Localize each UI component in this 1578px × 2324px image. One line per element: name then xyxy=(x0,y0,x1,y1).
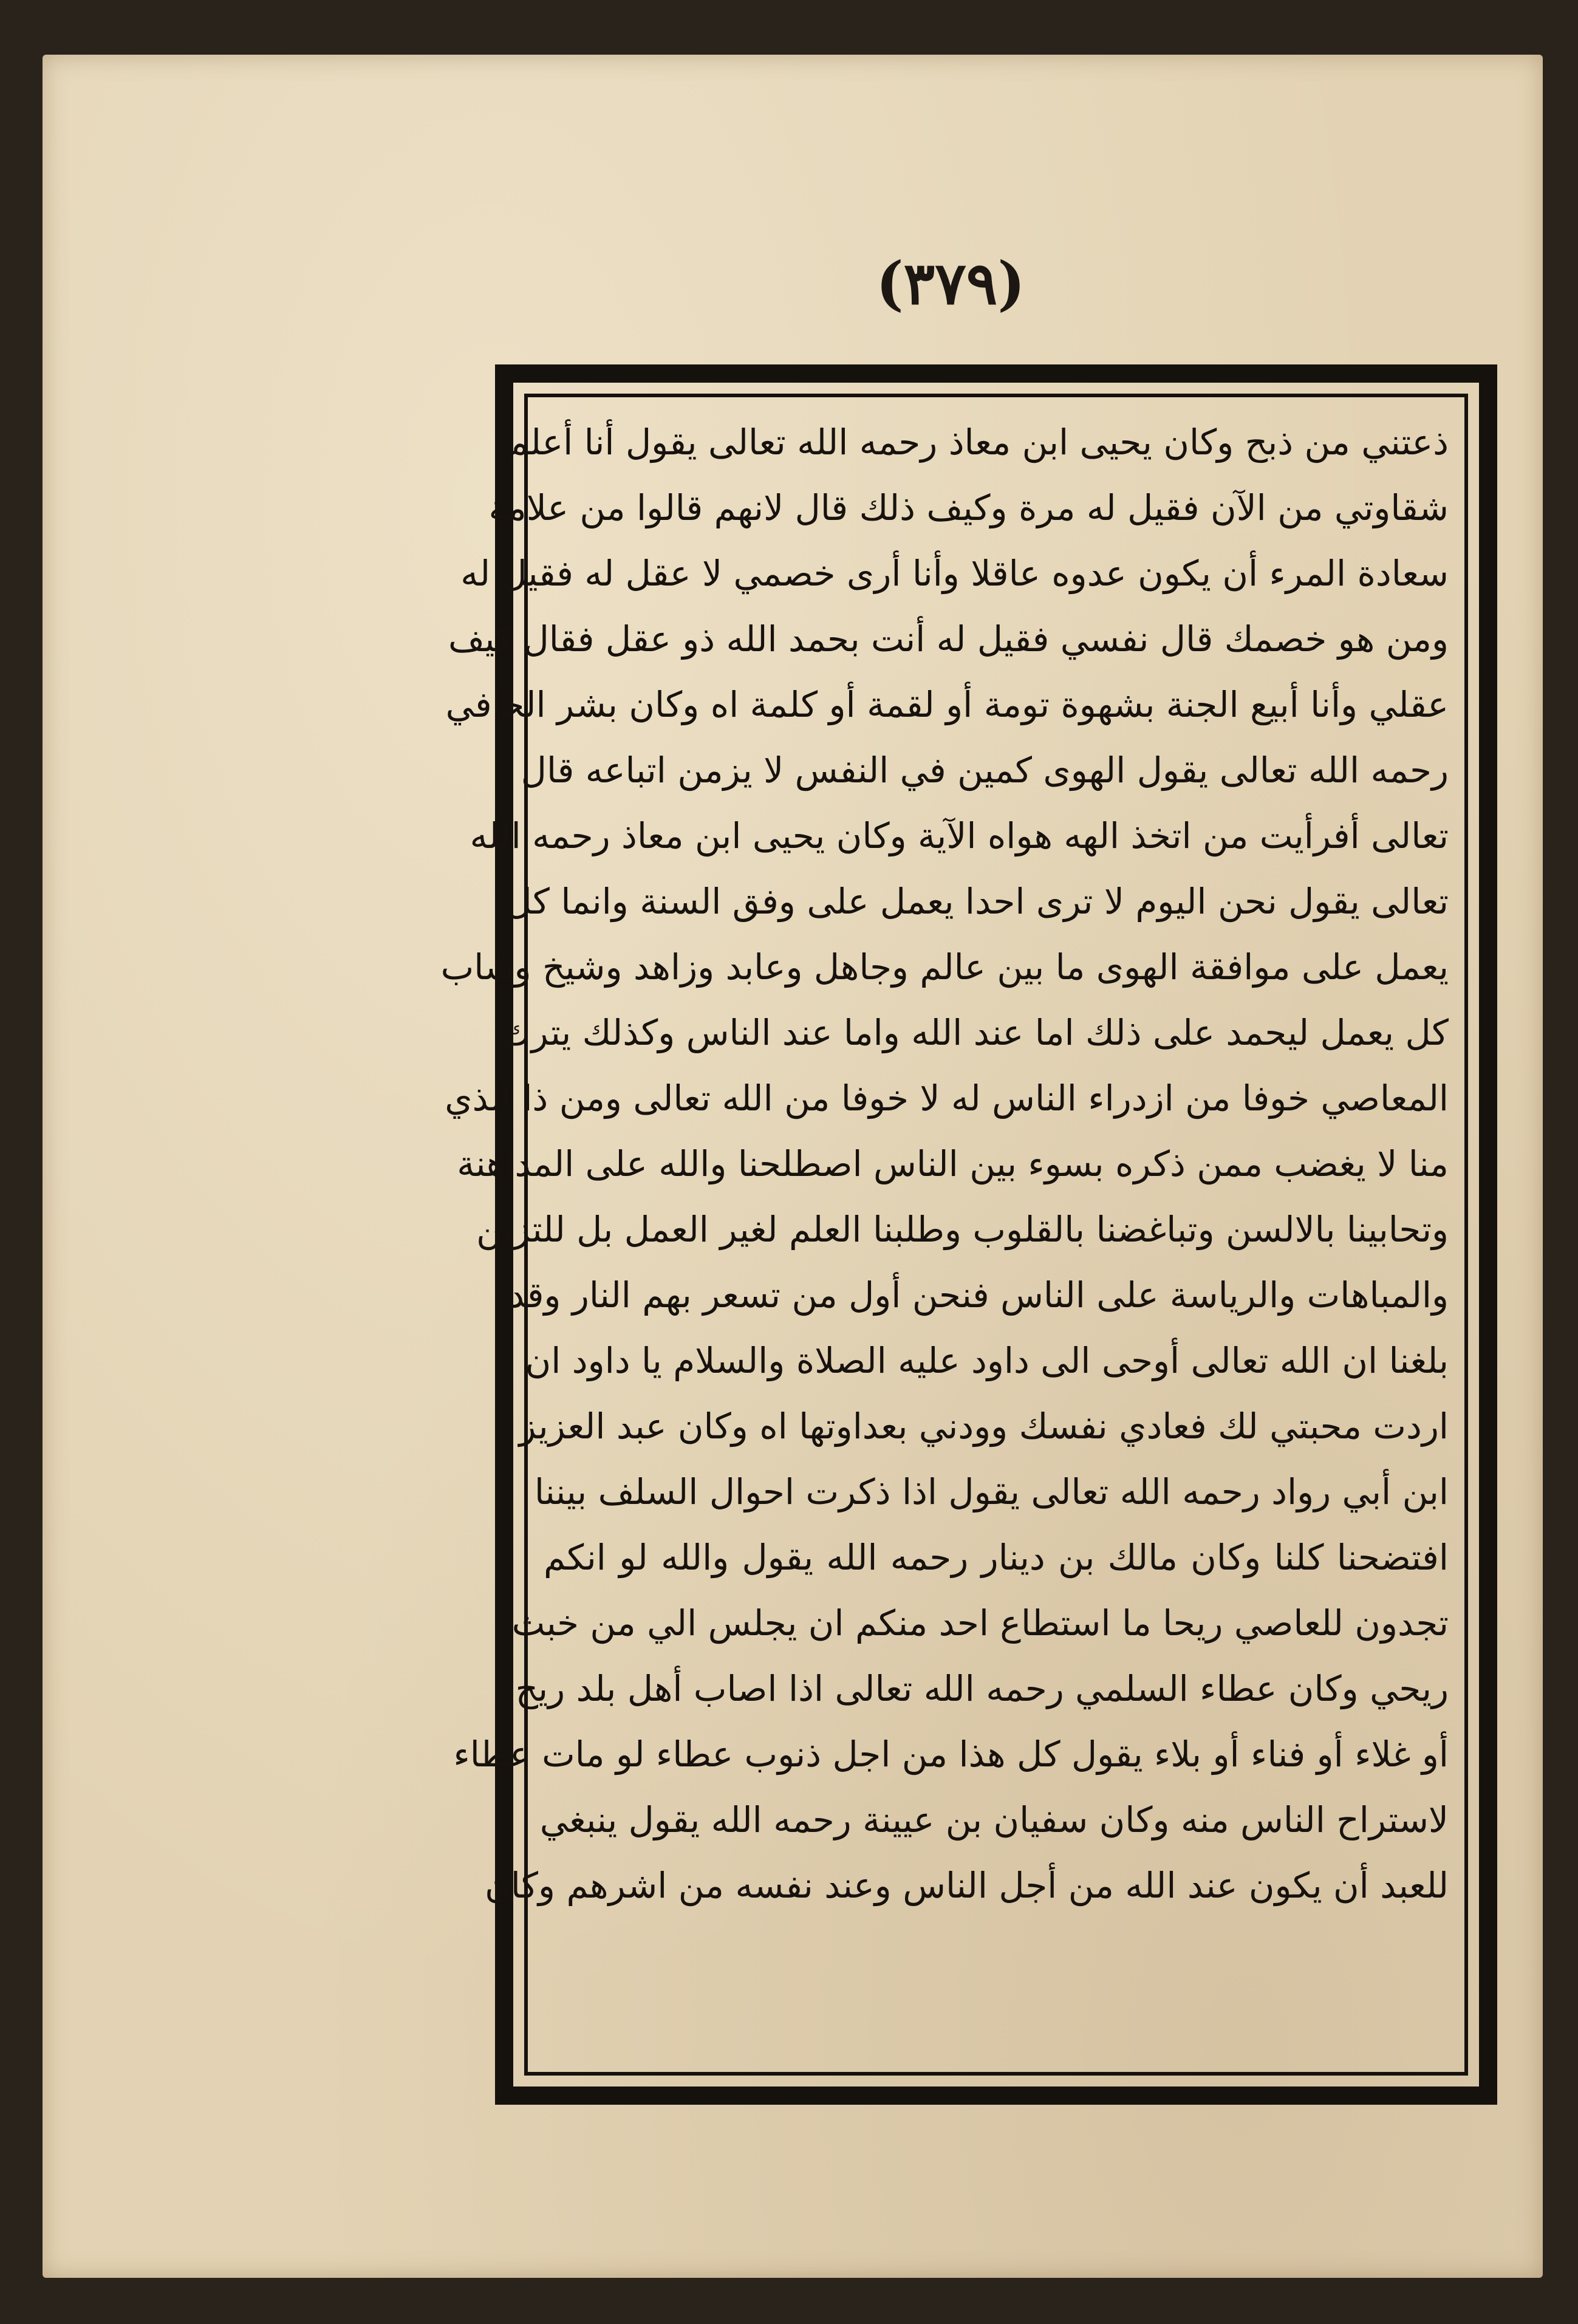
text-line-23: للعبد أن يكون عند الله من أجل الناس وعند نفسه من اشرهم وكان xyxy=(485,1865,1449,1906)
page-number: (٣٧٩) xyxy=(876,249,1025,318)
text-line-4: ومن هو خصمك قال نفسي فقيل له أنت بحمد الله ذو عقل فقال كيف xyxy=(448,618,1449,660)
text-line-20: ريحي وكان عطاء السلمي رحمه الله تعالى اذا اصاب أهل بلد ريح xyxy=(515,1668,1449,1709)
text-frame xyxy=(440,364,1497,2105)
text-line-5: عقلي وأنا أبيع الجنة بشهوة تومة أو لقمة أو كلمة اه وكان بشر الحافي xyxy=(445,684,1449,725)
body-text xyxy=(440,409,1449,1918)
book-page xyxy=(43,55,1543,2278)
text-line-9: يعمل على موافقة الهوى ما بين عالم وجاهل وعابد وزاهد وشيخ وشاب xyxy=(440,946,1449,988)
text-line-1: ذعتني من ذبح وكان يحيى ابن معاذ رحمه الله تعالى يقول أنا أعلم xyxy=(507,422,1449,463)
text-line-3: سعادة المرء أن يكون عدوه عاقلا وأنا أرى خصمي لا عقل له فقيل له xyxy=(460,553,1449,594)
text-line-22: لاستراح الناس منه وكان سفيان بن عيينة رحمه الله يقول ينبغي xyxy=(539,1799,1449,1840)
text-line-17: ابن أبي رواد رحمه الله تعالى يقول اذا ذكرت احوال السلف بيننا xyxy=(534,1471,1449,1512)
text-line-10: كل يعمل ليحمد على ذلك اما عند الله واما عند الناس وكذلك يترك xyxy=(502,1012,1449,1053)
text-frame-inner xyxy=(440,394,1468,2076)
text-line-15: بلغنا ان الله تعالى أوحى الى داود عليه الصلاة والسلام يا داود ان xyxy=(525,1340,1449,1381)
text-line-12: منا لا يغضب ممن ذكره بسوء بين الناس اصطلحنا والله على المداهنة xyxy=(457,1143,1449,1184)
text-line-18: افتضحنا كلنا وكان مالك بن دينار رحمه الله يقول والله لو انكم xyxy=(544,1537,1449,1578)
text-line-16: اردت محبتي لك فعادي نفسك وودني بعداوتها اه وكان عبد العزيز xyxy=(519,1406,1449,1447)
text-line-14: والمباهات والرياسة على الناس فنحن أول من تسعر بهم النار وقد xyxy=(508,1274,1449,1316)
text-line-11: المعاصي خوفا من ازدراء الناس له لا خوفا من الله تعالى ومن ذا الذي xyxy=(445,1078,1449,1119)
text-line-21: أو غلاء أو فناء أو بلاء يقول كل هذا من اجل ذنوب عطاء لو مات عطاء xyxy=(453,1734,1449,1775)
text-line-13: وتحابينا بالالسن وتباغضنا بالقلوب وطلبنا العلم لغير العمل بل للتزين xyxy=(476,1209,1449,1250)
text-line-7: تعالى أفرأيت من اتخذ الهه هواه الآية وكان يحيى ابن معاذ رحمه الله xyxy=(470,815,1449,856)
text-line-6: رحمه الله تعالى يقول الهوى كمين في النفس لا يزمن اتباعه قال xyxy=(521,750,1449,791)
text-line-2: شقاوتي من الآن فقيل له مرة وكيف ذلك قال لانهم قالوا من علامة xyxy=(488,487,1449,528)
text-line-8: تعالى يقول نحن اليوم لا ترى احدا يعمل على وفق السنة وانما كل xyxy=(506,881,1449,922)
text-line-19: تجدون للعاصي ريحا ما استطاع احد منكم ان يجلس الي من خبث xyxy=(511,1602,1449,1644)
